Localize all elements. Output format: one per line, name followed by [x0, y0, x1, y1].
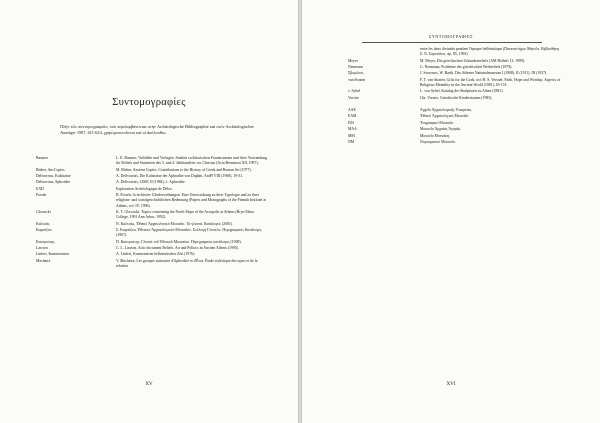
abbreviation-list-left — [36, 156, 268, 270]
abbreviation-citation: L. E. Baumer, Vorbilder und Vorlagen. Studien zu klassischen Frauenstatuen und ihrer Verwendung für Reliefs und Statuetten des 5. und 4. Jahrhunderts vor Christus (Acta Bernensia XII, 1997). — [116, 156, 267, 166]
abbreviation-term: Glowacki — [36, 209, 51, 214]
abbreviation-citation: J. Svoronos, W. Barth, Das Athener Nationalmuseum I (1908), II (1911), III (1937). — [420, 71, 548, 76]
abbreviation-entry — [348, 134, 562, 139]
abbreviation-entry — [36, 246, 268, 251]
abbreviation-term: Σβορῶνος — [348, 71, 364, 76]
abbreviation-citation: Μουσεῖο Μπενάκη. — [420, 133, 451, 138]
abbreviation-entry — [36, 222, 268, 227]
abbreviation-citation: Σ. Καρούζου, Ἐθνικὸν Ἀρχαιολογικὸν Μουσεῖον. Συλλογὴ Γλυπτῶν. Περιγραφικὸς Κατάλογος (1967). — [116, 227, 262, 238]
abbreviation-entry — [36, 174, 268, 179]
abbreviation-citation: Νομισματικὸ Μουσεῖο. — [420, 139, 456, 144]
abbreviation-entry — [348, 59, 562, 64]
abbreviation-entry — [36, 240, 268, 245]
abbreviation-citation: M. Bieber, Ancient Copies. Contributions to the History of Greek and Roman Art (1977). — [116, 167, 252, 172]
abbreviation-term: Linfert, Kunstzentren — [36, 252, 69, 257]
abbreviation-term: EAD — [36, 186, 44, 191]
abbreviation-entry — [348, 108, 562, 113]
abbreviation-term: Forsén — [36, 193, 47, 198]
abbreviation-term: Meyer — [348, 58, 358, 63]
abbreviation-entry — [348, 140, 562, 145]
abbreviation-term: Neumann — [348, 64, 363, 69]
abbreviation-term: Bieber, AncCopies — [36, 167, 65, 172]
abbreviation-citation: F. T. van Straten, Gifts for the Gods, στὸ H. S. Versnel, Faith, Hope and Worship. Aspects of Religious Mentality in the Ancient World (1981), 65-151. — [420, 77, 561, 87]
abbreviation-term: van Straten — [348, 77, 366, 82]
abbreviation-entry — [348, 78, 562, 88]
abbreviation-term: Lawton — [36, 245, 48, 250]
abbreviation-citation: C. L. Lawton, Attic document Reliefs. Art and Politics in Ancient Athens (1995). — [116, 245, 239, 250]
abbreviation-entry — [348, 127, 562, 132]
abbreviation-term: Delivorrias, Kultstatue — [36, 173, 71, 178]
page-title: Συντομογραφίες — [112, 97, 186, 108]
abbreviation-citation: Ν. Καλτσάς, Ἐθνικὸ Ἀρχαιολογικὸ Μουσεῖο. Τὰ γλυπτά. Κατάλογος (2001). — [116, 221, 233, 226]
abbreviation-entry — [348, 96, 562, 101]
running-header: ΣΥΝΤΟΜΟΓΡΑΦΙΕΣ — [428, 34, 474, 39]
abbreviation-citation: B. Forsén, Griechische Gliederweihungen. Eine Untersuchung zu ihrer Typologie und zu ihrer religions- und sozialgeschichtlichen Bedeutung (Papers and Monographs of the Finnish Institute at Athens, vol. IV, 1996). — [116, 193, 267, 208]
abbreviation-entry — [36, 210, 268, 220]
abbreviation-citation: M. Meyer, Die griechischen Urkundenreliefs (AM Beiheft 13, 1989). — [420, 58, 526, 63]
abbreviation-citation: V. Machaira, Les groupes statuaires d'Aphrodite et d'Éros. Étude stylistique des types et de la relation — [116, 258, 258, 268]
abbreviation-citation: G. Neumann, Probleme des griechischen Weihreliefs (1979). — [420, 64, 513, 69]
abbreviation-term — [348, 47, 420, 57]
abbreviation-entry — [348, 71, 562, 76]
abbreviation-term: Vorster — [348, 95, 359, 100]
abbreviation-term: Delivorrias, Aphrodite — [36, 180, 71, 185]
abbreviation-citation: Ἀρχεῖο Ἀρχαιολογικῆς Ἑταιρείας. — [420, 107, 473, 112]
abbreviation-entry — [36, 259, 268, 269]
abbreviation-entry — [348, 89, 562, 94]
intro-paragraph: Πλήν τῶν συντομογραφιῶν, ποὺ περιλαμβάνονται στὴν Archäologische Bibliographie καὶ στὸν Archäologischer Anzeiger 1997, 611-624, χρησιμοποιοῦνται καὶ οἱ ἀκόλουθες: — [60, 124, 254, 135]
abbreviation-citation: Π. Καστριώτης, Γλυπτὰ τοῦ Ἐθνικοῦ Μουσείου. Περιγραφικὸς κατάλογος (1908). — [116, 239, 242, 244]
abbreviation-entry — [36, 193, 268, 209]
abbreviation-term: ΕΜ — [348, 120, 354, 125]
abbreviation-citation: A. Delivorrias, Die Kultstatue der Aphrodite von Daphni, AntPl VIII (1968), 19-31. — [116, 173, 244, 178]
abbreviation-term: Καρούζου — [36, 227, 52, 232]
abbreviation-citation: Exploration Archéologique de Délos. — [116, 186, 173, 191]
abbreviation-term: Καστριώτης — [36, 239, 55, 244]
left-page — [0, 0, 298, 423]
abbreviation-entry — [36, 187, 268, 192]
abbreviation-citation: K. T. Glowacki, Topics concerning the North Slope of the Acropolis at Athens (Bryn Mawr College, 1991 Ann Arbor, 1992). — [116, 209, 255, 220]
abbreviation-entry — [348, 114, 562, 119]
abbreviation-term: ΑΑΕ — [348, 107, 356, 112]
abbreviation-term: ΜΑΑ — [348, 127, 357, 132]
abbreviation-citation: L. von Sybel, Katalog der Skulpturen zu Athen (1881). — [420, 89, 504, 94]
abbreviation-citation: Chr. Vorster, Griechische Kinderstatuen (1983). — [420, 95, 493, 100]
abbreviation-term: Machaira — [36, 258, 51, 263]
abbreviation-citation: Μουσεῖο Ἀρχαίας Ἀγορᾶς. — [420, 127, 462, 132]
abbreviation-citation: Ἐθνικὸ Ἀρχαιολογικὸ Μουσεῖο. — [420, 114, 470, 119]
abbreviation-citation: Ἐπιγραφικὸ Μουσεῖο. — [420, 120, 454, 125]
abbreviation-term: ΕΑΜ — [348, 114, 357, 119]
abbreviation-term: Καλτσάς — [36, 221, 50, 226]
abbreviation-entry — [36, 180, 268, 185]
abbreviation-citation: entre les deux divinités pendant l'époque hellénistique (Πανεπιστήμιο Ἀθηνῶν, Βιβλιοθήκη Σ. Ν. Σαριπόλου, ἀρ. 85, 1993). — [420, 47, 560, 57]
abbreviation-entry — [36, 156, 268, 166]
abbreviation-term: v. Sybel — [348, 89, 361, 94]
abbreviation-term: ΜΜ — [348, 133, 355, 138]
abbreviation-term: ΝΜ — [348, 139, 355, 144]
abbreviation-citation: A. Delivorrias, LIMC II (1984), λ. Aphrodite. — [116, 180, 186, 185]
abbreviation-entry — [348, 47, 562, 57]
abbreviation-list-right — [348, 47, 562, 146]
page-number-left: XV — [145, 382, 153, 387]
right-page — [302, 0, 600, 423]
abbreviation-term: Baumer — [36, 156, 49, 160]
abbreviation-entry — [36, 252, 268, 257]
header-rule — [362, 42, 542, 43]
abbreviation-entry — [36, 228, 268, 238]
page-number-right: XVI — [446, 382, 456, 387]
abbreviation-entry — [348, 121, 562, 126]
abbreviation-citation: A. Linfert, Kunstzentren hellenistischer Zeit (1976). — [116, 252, 196, 257]
abbreviation-entry — [348, 65, 562, 70]
abbreviation-entry — [36, 168, 268, 173]
